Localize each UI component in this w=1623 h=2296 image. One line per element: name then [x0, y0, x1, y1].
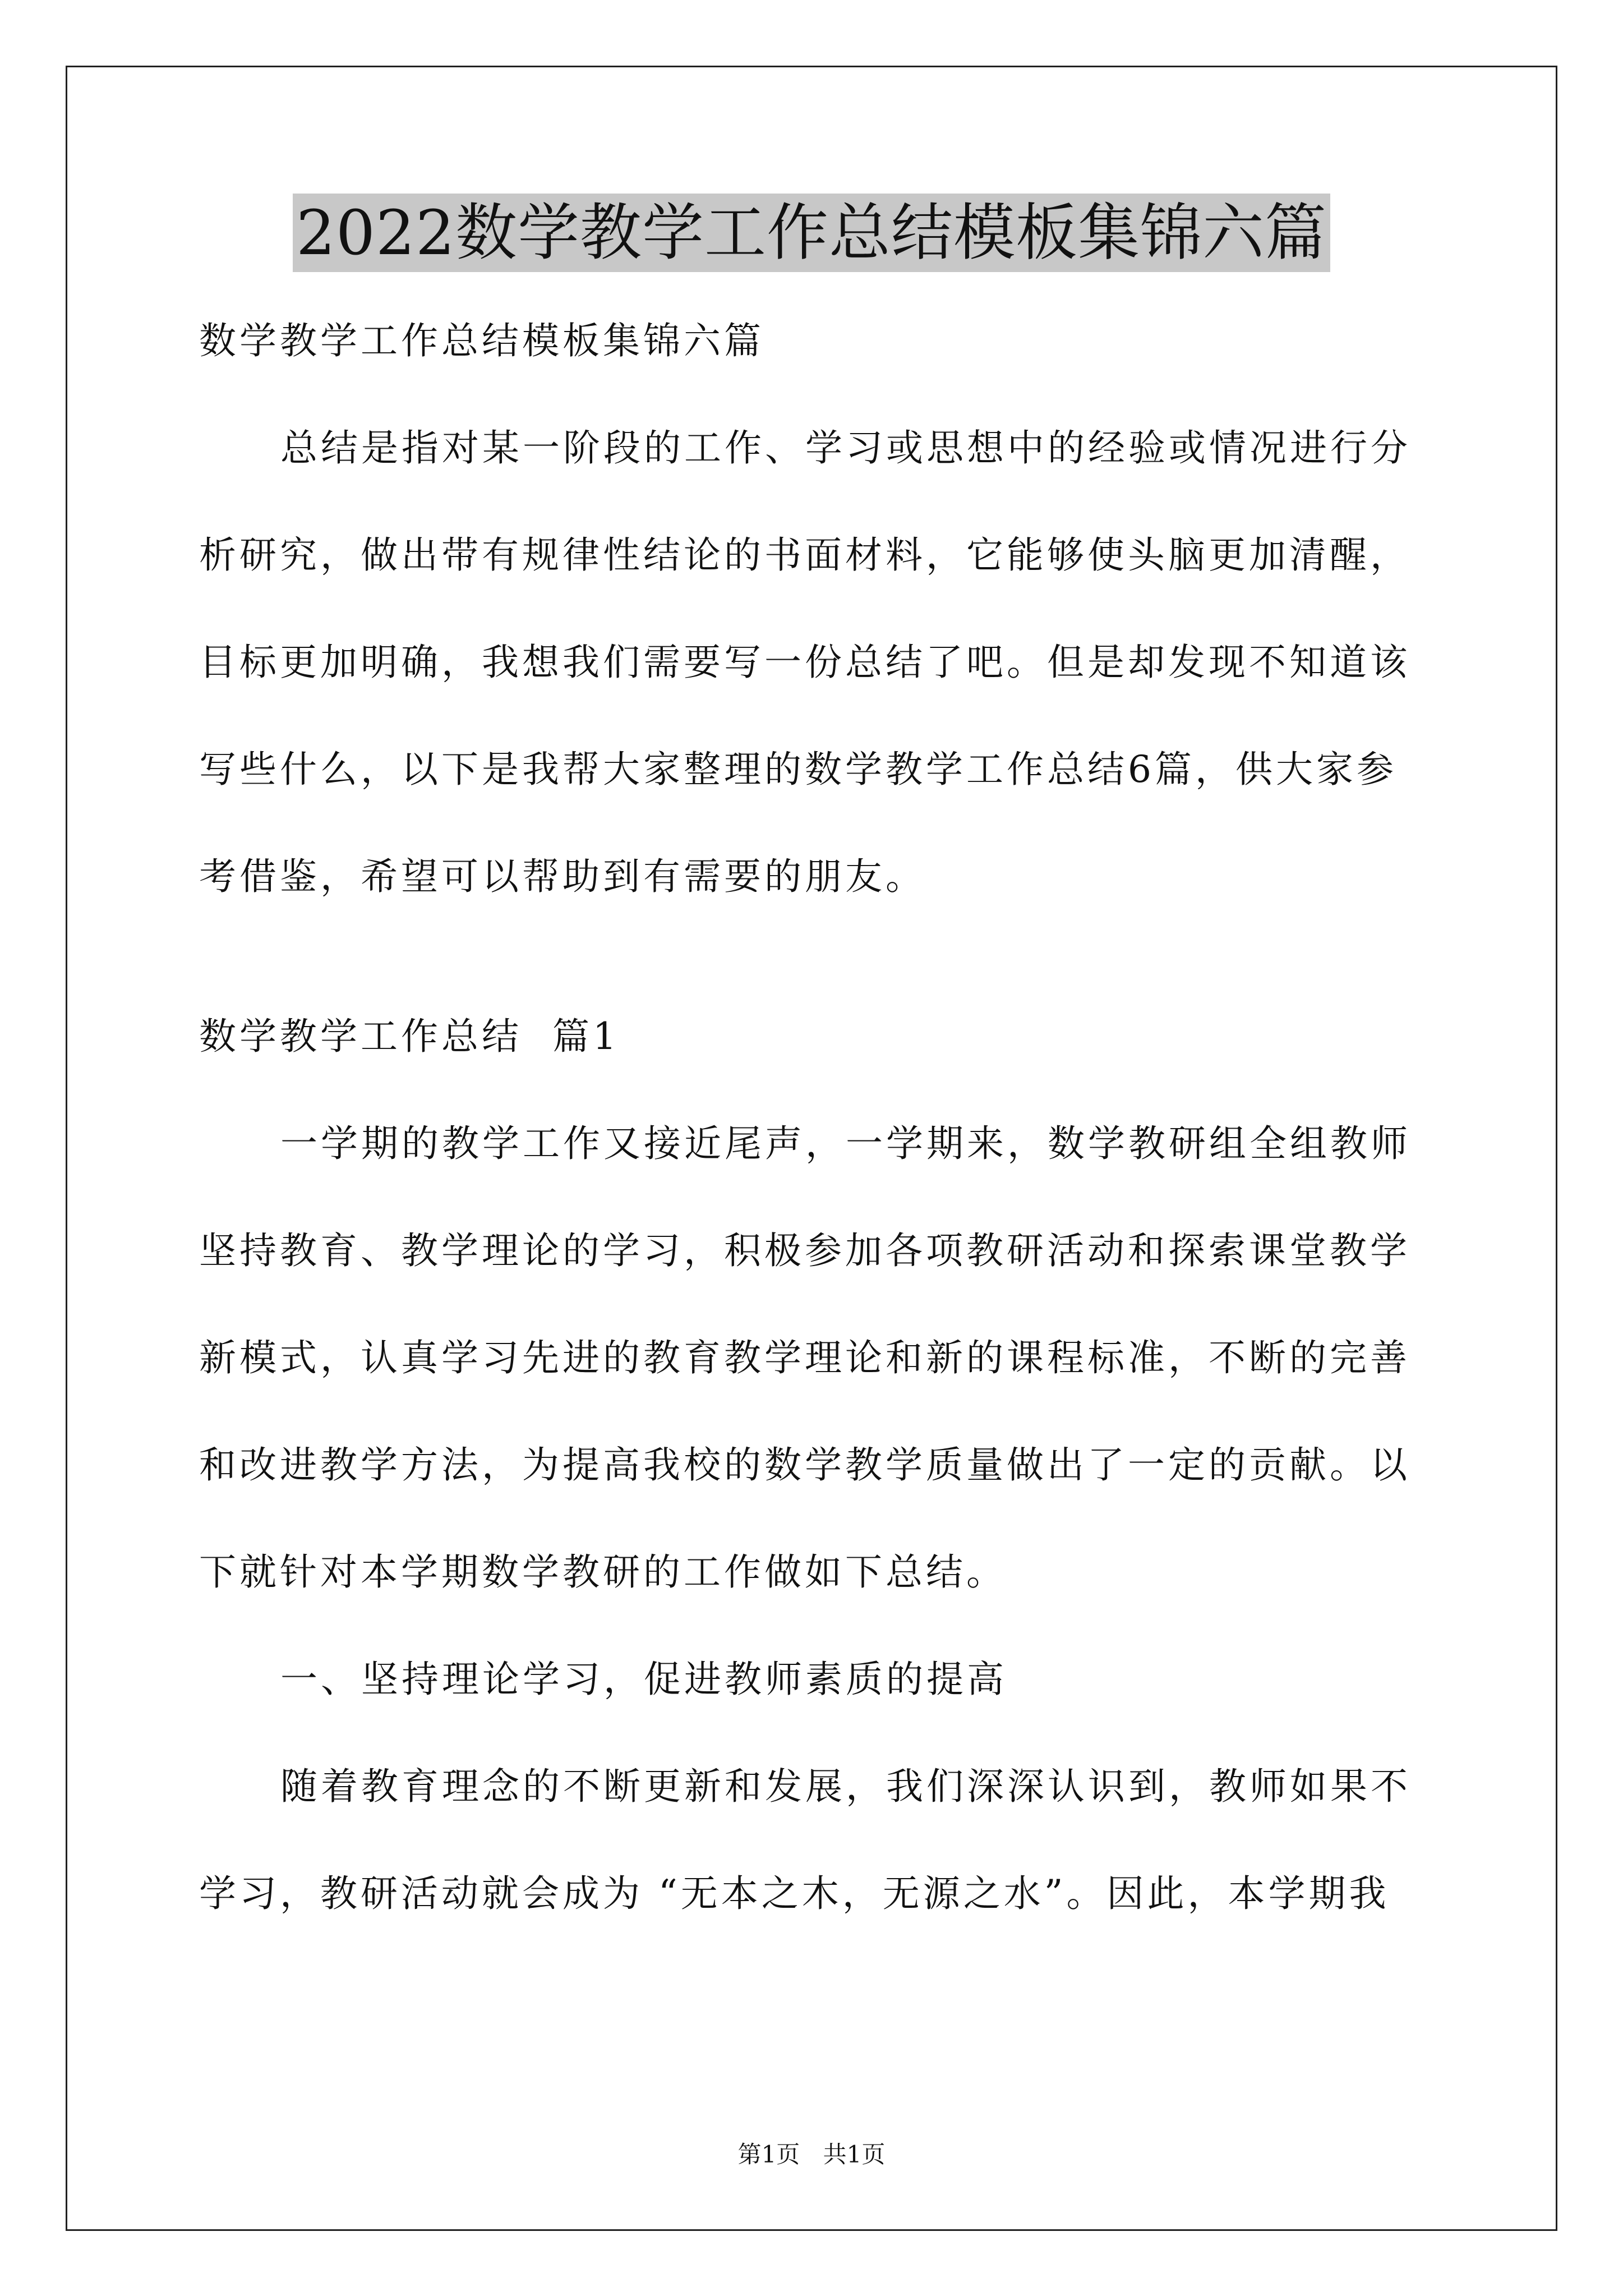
document-subtitle: 数学教学工作总结模板集锦六篇 — [199, 319, 764, 362]
page-total: 共1页 — [823, 2141, 886, 2168]
title-container — [0, 194, 1623, 272]
section-paragraph — [199, 1117, 1433, 1599]
section-line: 一学期的教学工作又接近尾声，一学期来，数学教研组全组教师 — [280, 1122, 1411, 1165]
page-number: 第1页 — [737, 2141, 800, 2168]
section-line: 下就针对本学期数学教研的工作做如下总结。 — [199, 1550, 1007, 1594]
intro-line: 析研究，做出带有规律性结论的书面材料，它能够使头脑更加清醒， — [199, 533, 1410, 577]
section-heading: 数学教学工作总结 篇1 — [199, 1015, 620, 1058]
document-title: 2022数学教学工作总结模板集锦六篇 — [293, 194, 1330, 272]
intro-paragraph — [199, 421, 1433, 903]
last-line: 学习，教研活动就会成为 “无本之木，无源之水”。因此，本学期我 — [199, 1872, 1390, 1915]
last-line: 随着教育理念的不断更新和发展，我们深深认识到，教师如果不 — [280, 1765, 1411, 1808]
section-line: 坚持教育、教学理论的学习，积极参加各项教研活动和探索课堂教学 — [199, 1229, 1410, 1272]
intro-line: 目标更加明确，我想我们需要写一份总结了吧。但是却发现不知道该 — [199, 641, 1410, 684]
document-body — [199, 314, 1433, 1974]
last-paragraph — [199, 1760, 1433, 1920]
section-line: 新模式，认真学习先进的教育教学理论和新的课程标准，不断的完善 — [199, 1336, 1410, 1379]
intro-line: 考借鉴，希望可以帮助到有需要的朋友。 — [199, 855, 926, 898]
section-line: 和改进教学方法，为提高我校的数学教学质量做出了一定的贡献。以 — [199, 1443, 1410, 1487]
page-footer — [0, 2140, 1623, 2169]
intro-line: 写些什么，以下是我帮大家整理的数学教学工作总结6篇，供大家参 — [199, 748, 1397, 791]
intro-line: 总结是指对某一阶段的工作、学习或思想中的经验或情况进行分 — [280, 426, 1411, 470]
sub-heading: 一、坚持理论学习，促进教师素质的提高 — [280, 1658, 1007, 1701]
